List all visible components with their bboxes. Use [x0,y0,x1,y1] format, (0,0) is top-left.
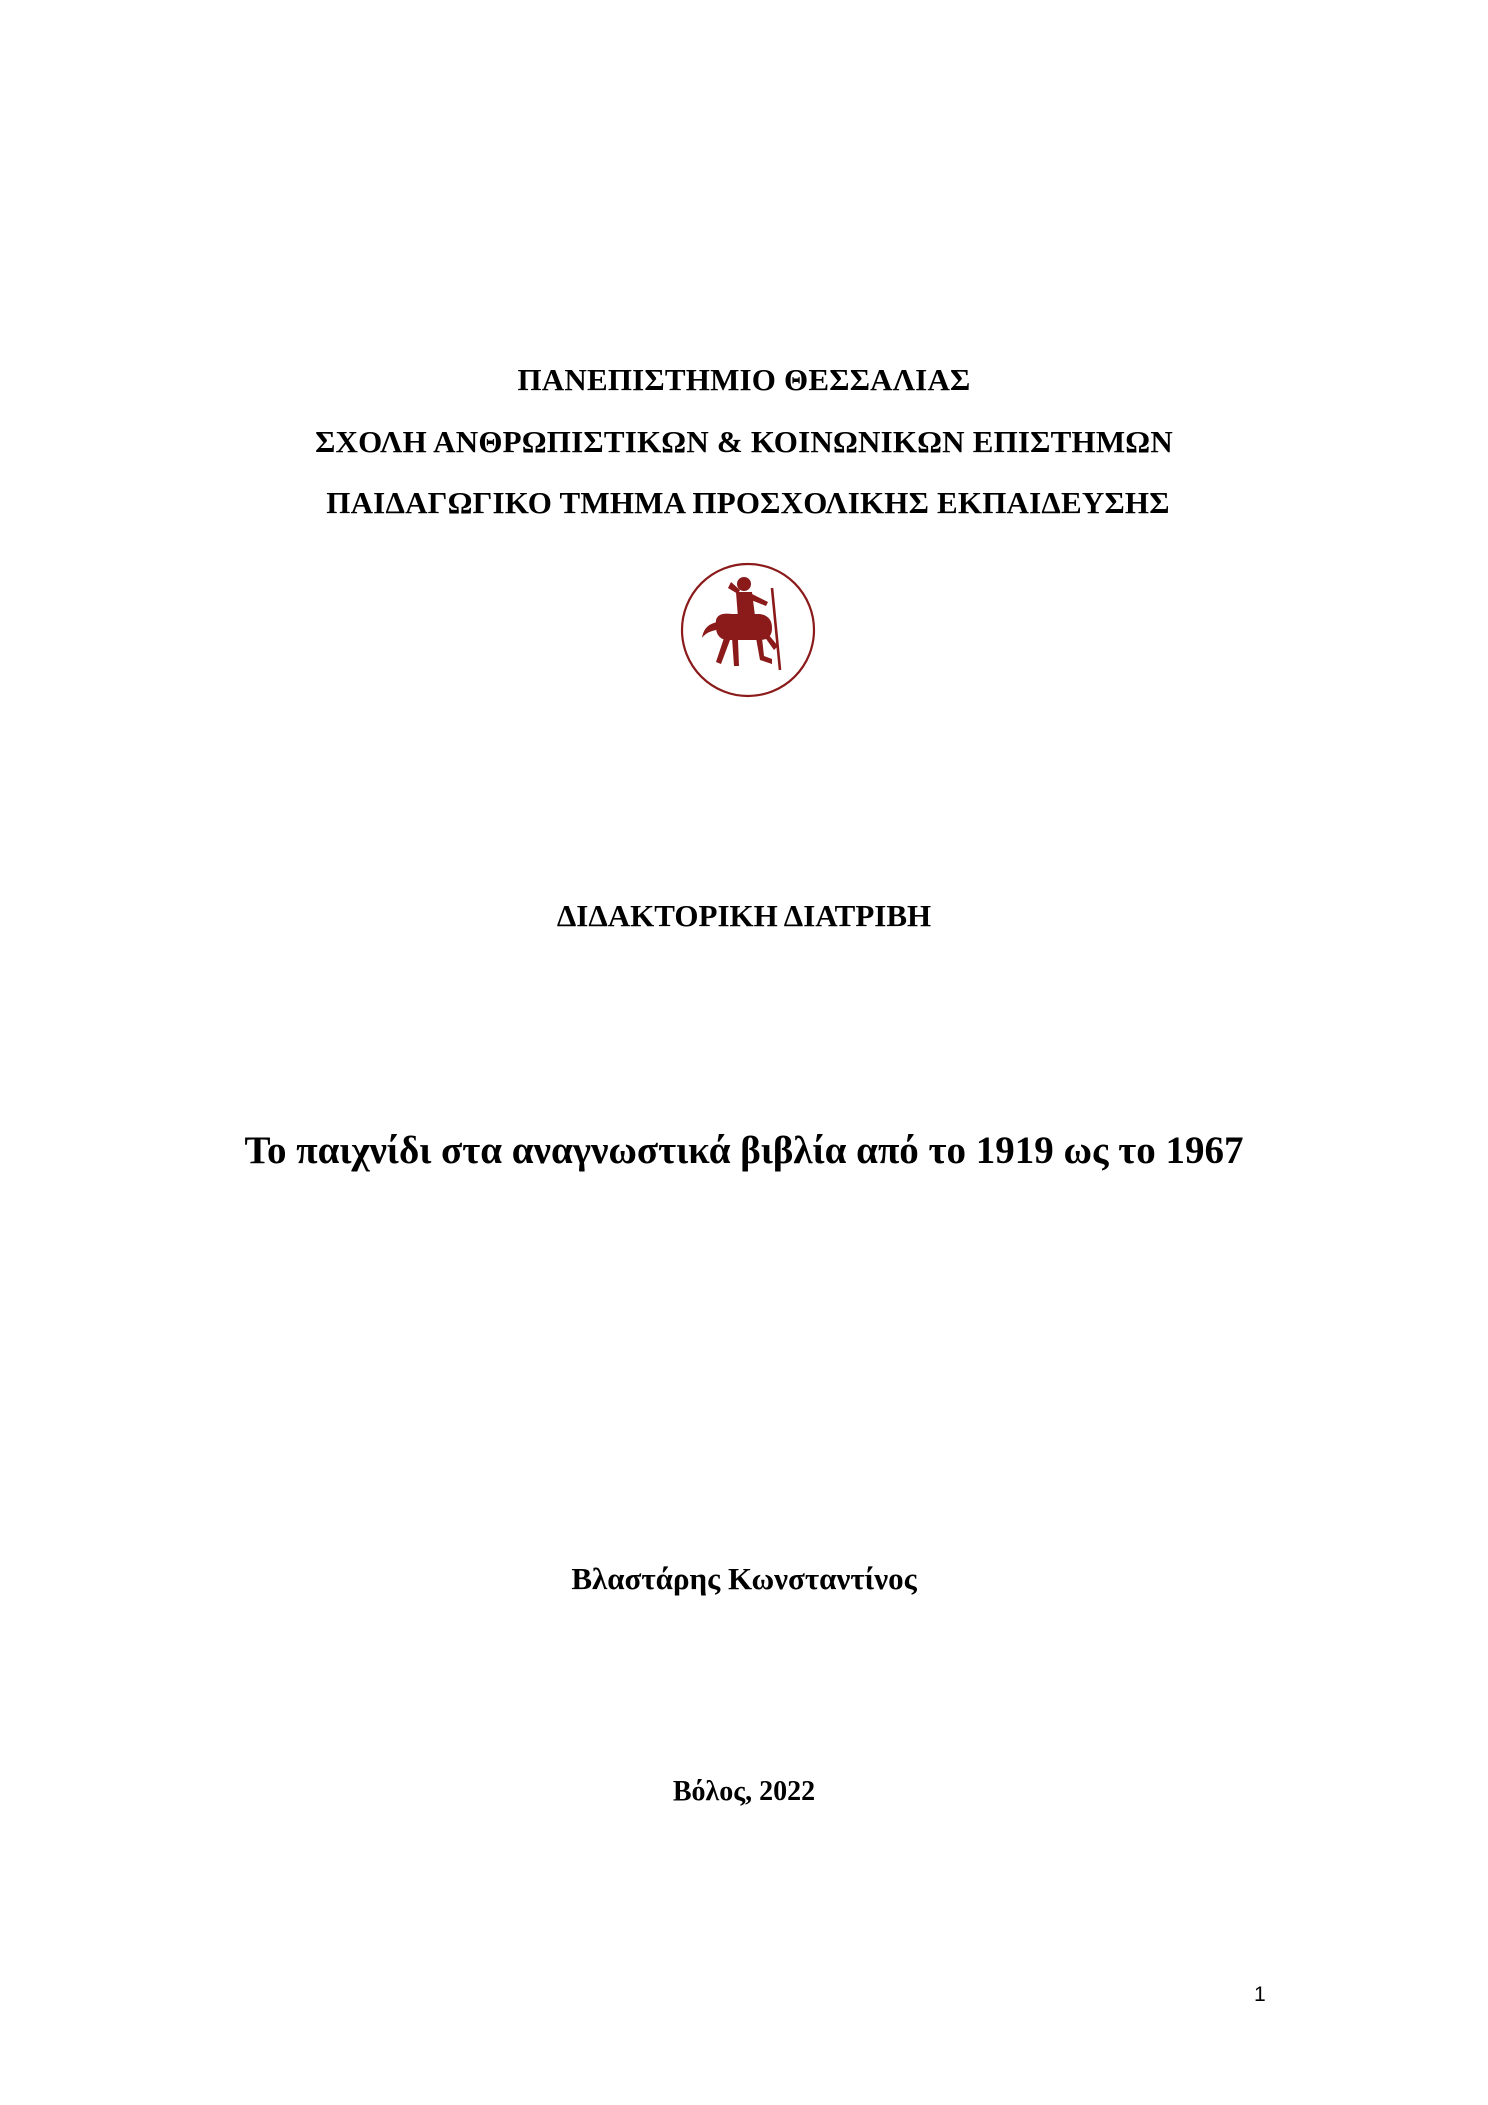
university-name: ΠΑΝΕΠΙΣΤΗΜΙΟ ΘΕΣΣΑΛΙΑΣ [517,362,971,397]
document-type: ΔΙΔΑΚΤΟΡΙΚΗ ΔΙΑΤΡΙΒΗ [556,898,932,933]
page-number: 1 [1254,1983,1266,2006]
school-name: ΣΧΟΛΗ ΑΝΘΡΩΠΙΣΤΙΚΩΝ & ΚΟΙΝΩΝΙΚΩΝ ΕΠΙΣΤΗΜΩΝ [315,424,1173,459]
place-and-date: Βόλος, 2022 [672,1776,816,1807]
author-name: Βλαστάρης Κωνσταντίνος [571,1561,917,1596]
university-logo [676,558,820,702]
department-name: ΠΑΙΔΑΓΩΓΙΚΟ ΤΜΗΜΑ ΠΡΟΣΧΟΛΙΚΗΣ ΕΚΠΑΙΔΕΥΣΗΣ [326,485,1170,520]
thesis-title: Το παιχνίδι στα αναγνωστικά βιβλία από το 1919 ως το 1967 [244,1129,1244,1172]
centaur-seal-icon [676,558,820,702]
